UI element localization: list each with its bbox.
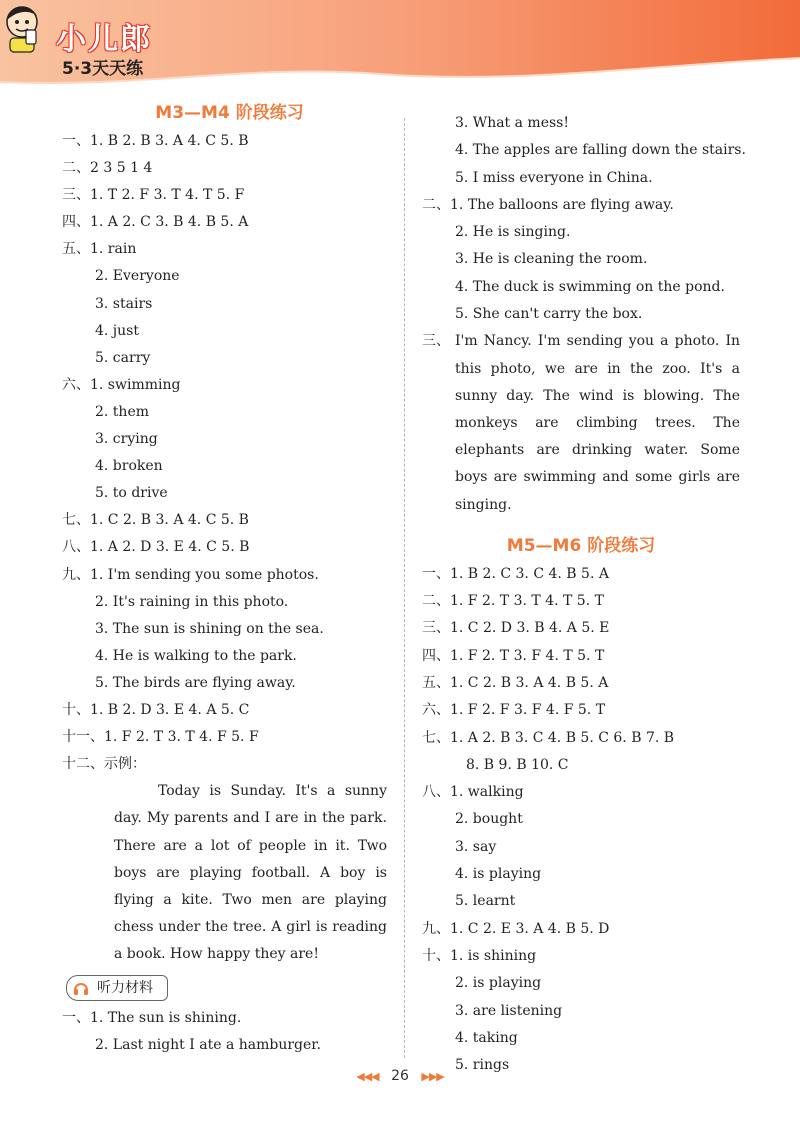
answer-line: 5. I miss everyone in China.: [455, 169, 653, 186]
san-prefix: 三、: [422, 333, 450, 350]
answer-line: 5. rings: [455, 1057, 510, 1074]
answer-line: 一、1. B 2. C 3. C 4. B 5. A: [422, 565, 609, 582]
answer-line: 九、1. C 2. E 3. A 4. B 5. D: [422, 920, 610, 937]
listening-label-text: 听力材料: [97, 979, 153, 996]
answer-line: 4. just: [95, 322, 139, 339]
answer-line: 十、1. B 2. D 3. E 4. A 5. C: [62, 701, 250, 718]
answer-line: 4. The duck is swimming on the pond.: [455, 278, 725, 295]
answer-line: 4. He is walking to the park.: [95, 647, 297, 664]
answer-line: 四、1. F 2. T 3. F 4. T 5. T: [422, 647, 605, 664]
answer-line: 九、1. I'm sending you some photos.: [62, 566, 319, 583]
answer-line: 十二、示例：: [62, 756, 146, 773]
answer-line: 4. is playing: [455, 866, 542, 883]
answer-line: 五、1. rain: [62, 241, 137, 258]
section-title-m3-m4: M3—M4 阶段练习: [155, 103, 304, 123]
answer-line: 2. He is singing.: [455, 224, 571, 241]
answer-line: 十一、1. F 2. T 3. T 4. F 5. F: [62, 729, 259, 746]
section-title-m5-m6: M5—M6 阶段练习: [506, 535, 656, 556]
answer-line: 5. The birds are flying away.: [95, 674, 296, 691]
answer-line: 5. learnt: [455, 893, 516, 910]
right-arrows-icon: ▶▶▶: [421, 1070, 444, 1083]
page-footer: [0, 1068, 800, 1084]
answer-line: 八、1. walking: [422, 784, 524, 801]
answer-line: 3. stairs: [95, 295, 153, 312]
answer-line: 5. to drive: [95, 485, 168, 502]
right-column: [422, 110, 746, 1079]
answer-line: 三、1. T 2. F 3. T 4. T 5. F: [62, 187, 245, 204]
answer-line: 3. The sun is shining on the sea.: [95, 620, 324, 637]
listening-material-label: [66, 975, 168, 1001]
answer-line: 2. them: [95, 403, 150, 420]
answer-line: 四、1. A 2. C 3. B 4. B 5. A: [62, 214, 249, 231]
answer-line: 3. What a mess!: [455, 115, 569, 131]
answer-line: 4. broken: [95, 458, 163, 475]
logo-subtitle: 5·3天天练: [62, 59, 144, 79]
answer-line: 五、1. C 2. B 3. A 4. B 5. A: [422, 674, 609, 691]
answer-line: 8. B 9. B 10. C: [466, 756, 569, 773]
answer-line: 2. Everyone: [95, 268, 180, 285]
answer-line: 2. Last night I ate a hamburger.: [95, 1036, 321, 1053]
answer-line: 八、1. A 2. D 3. E 4. C 5. B: [62, 539, 250, 556]
page-number: 26: [391, 1068, 409, 1084]
answer-line: 3. He is cleaning the room.: [455, 251, 648, 268]
page-header: [0, 0, 800, 92]
answer-line: 一、1. The sun is shining.: [62, 1009, 242, 1026]
answer-line: 5. carry: [95, 349, 151, 366]
left-column: [62, 100, 397, 1059]
answer-line: 二、2 3 5 1 4: [62, 160, 153, 177]
answer-line: 二、1. F 2. T 3. T 4. T 5. T: [422, 593, 604, 610]
answer-line: 六、1. swimming: [62, 376, 181, 393]
logo-title: 小儿郎: [56, 22, 152, 57]
left-arrows-icon: ◀◀◀: [356, 1070, 379, 1083]
example-paragraph: Today is Sunday. It's a sunny day. My parents and I are in the park. There are a lot of people in it. Two boys are playing football. A boy is flying a kite. Two men are playing chess under the tree. A girl is reading a book. How happy they are!: [114, 783, 387, 963]
san-block: [422, 328, 740, 518]
answer-line: 3. crying: [95, 431, 158, 448]
column-divider: [404, 118, 405, 1058]
answer-line: 2. is playing: [455, 975, 542, 992]
answer-line: 六、1. F 2. F 3. F 4. F 5. T: [422, 702, 606, 719]
answer-line: 4. taking: [455, 1029, 518, 1046]
headphones-icon: [73, 980, 89, 996]
answer-line: 4. The apples are falling down the stairs.: [455, 142, 746, 159]
answer-line: 七、1. C 2. B 3. A 4. C 5. B: [62, 512, 249, 529]
answer-line: 2. bought: [455, 811, 523, 828]
answer-line: 2. It's raining in this photo.: [95, 593, 289, 610]
answer-line: 十、1. is shining: [422, 947, 537, 964]
answer-line: 三、1. C 2. D 3. B 4. A 5. E: [422, 620, 610, 637]
answer-line: 一、1. B 2. B 3. A 4. C 5. B: [62, 133, 249, 149]
answer-line: 5. She can't carry the box.: [455, 306, 643, 323]
answer-line: 3. are listening: [455, 1002, 563, 1019]
answer-line: 二、1. The balloons are flying away.: [422, 196, 674, 213]
answer-line: 3. say: [455, 838, 497, 855]
mascot-boy-icon: [0, 0, 44, 54]
listening-paragraph: I'm Nancy. I'm sending you a photo. In this photo, we are in the zoo. It's a sunny day. The wind is blowing. The monkeys are climbing trees. The elephants are drinking water. Some boys are swimming and some girls are singing.: [455, 333, 740, 513]
answer-line: 七、1. A 2. B 3. C 4. B 5. C 6. B 7. B: [422, 729, 675, 746]
